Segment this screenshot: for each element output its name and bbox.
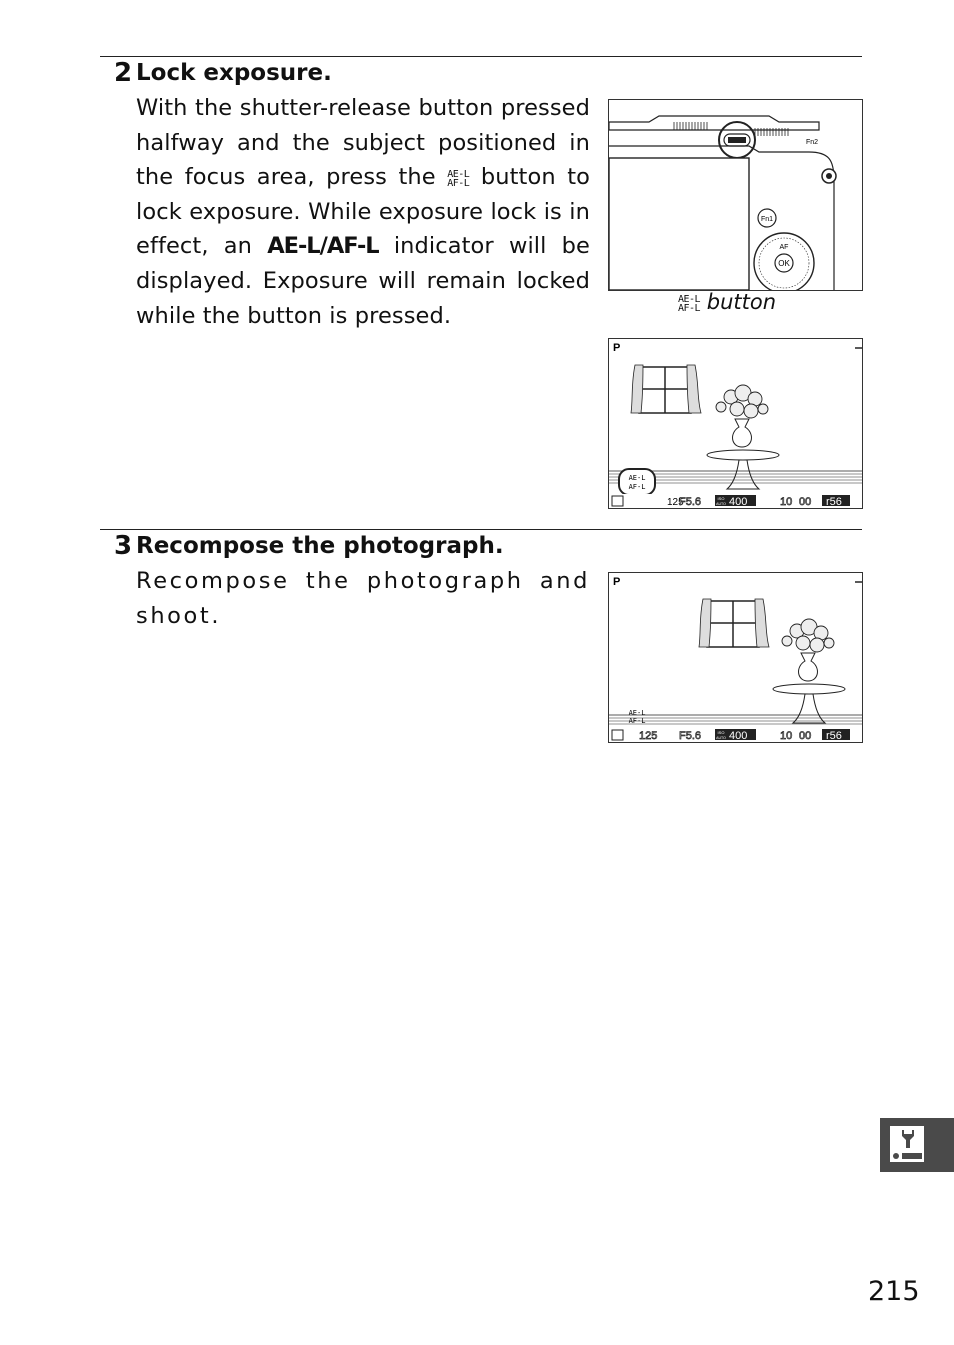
mode-indicator-2: P [613, 576, 621, 588]
ae-l-indicator-top: AE-L [628, 474, 646, 482]
shutter-speed: 125 [667, 497, 684, 508]
monitor-display-figure-2 [608, 572, 863, 743]
section-tab [880, 1118, 954, 1172]
ae-l-indicator-bottom: AF-L [628, 483, 646, 491]
iso-label-2: ISO [717, 730, 725, 735]
iso-value-2: 400 [729, 730, 748, 742]
ae-l-indicator-top-2: AE-L [628, 709, 646, 717]
step-2-text-part3: indicator will be displayed. Exposure will remain locked while the button is pressed. [136, 233, 590, 329]
aperture-2: F5.6 [679, 730, 702, 742]
step-3-text: Recompose the photograph and shoot. [136, 568, 590, 629]
wrench-menu-icon [880, 1118, 954, 1172]
camera-figure-caption [678, 290, 776, 314]
step-3-title: Recompose the photograph. [136, 533, 504, 559]
iso-value: 400 [729, 496, 748, 508]
fn2-label: Fn2 [806, 139, 819, 146]
step-2-text-part2: button to lock exposure. While exposure lock is in effect, an [136, 164, 590, 260]
camera-back-figure [608, 99, 863, 291]
step-2-title: Lock exposure. [136, 60, 332, 86]
ae-l-indicator-bottom-2: AF-L [628, 717, 646, 725]
shots-remaining: 10 [780, 496, 793, 508]
af-label: AF [779, 244, 789, 251]
step-3-number: 3 [114, 531, 132, 561]
aperture: F5.6 [679, 496, 702, 508]
buffer-capacity-2: r56 [826, 730, 842, 742]
iso-auto-label-2: AUTO [716, 736, 726, 740]
ae-l-af-l-button-symbol: AE-L AF-L [447, 169, 470, 190]
caption-text: button [706, 290, 777, 314]
caption-button-symbol: AE-L AF-L [678, 294, 701, 314]
buffer-capacity: r56 [826, 496, 842, 508]
shutter-speed-2: 125 [639, 730, 658, 742]
shots-suffix-2: 00 [799, 730, 812, 742]
iso-auto-label: AUTO [716, 502, 726, 506]
iso-label: ISO [717, 496, 725, 501]
section-rule-middle [100, 529, 862, 530]
step-2-text-part1: With the shutter-release button pressed halfway and the subject positioned in the focus area, press the [136, 95, 590, 191]
section-rule-top [100, 56, 862, 57]
fn1-label: Fn1 [760, 216, 774, 223]
page-number: 215 [868, 1276, 920, 1307]
ae-l-af-l-indicator-name: AE-L/AF-L [267, 233, 379, 260]
ok-label: OK [778, 259, 790, 268]
mode-indicator: P [613, 342, 621, 354]
step-2-text [136, 91, 590, 333]
shots-suffix: 00 [799, 496, 812, 508]
monitor-display-figure-1 [608, 338, 863, 509]
step-2-number: 2 [114, 58, 132, 88]
shots-remaining-2: 10 [780, 730, 793, 742]
